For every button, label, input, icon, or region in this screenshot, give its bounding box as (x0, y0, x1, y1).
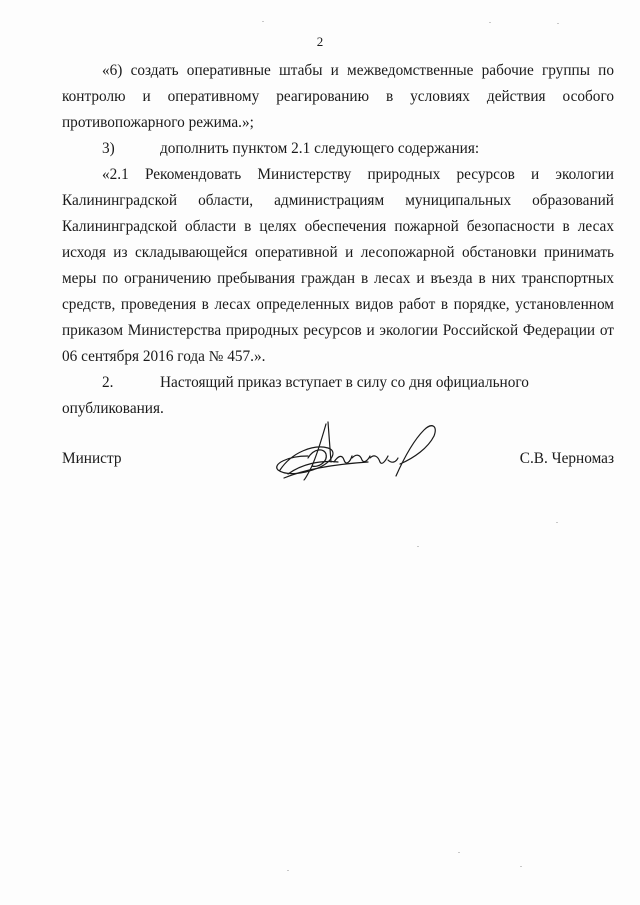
list-item (62, 136, 614, 162)
position-title: Министр (62, 450, 122, 467)
scan-speck (458, 852, 460, 853)
page-number: 2 (316, 34, 324, 49)
list-item-number: 2. (102, 374, 114, 391)
paragraph-line: контролю и оперативному реагированию в условиях действия особого (62, 88, 614, 105)
paragraph-line: 06 сентября 2016 года № 457.». (62, 348, 266, 365)
paragraph-line: приказом Министерства природных ресурсов и экологии Российской Федерации от (62, 322, 614, 339)
list-item-text: дополнить пунктом 2.1 следующего содержания: (160, 140, 480, 157)
paragraph-line: Калининградской области в целях обеспечения пожарной безопасности в лесах (62, 218, 614, 235)
paragraph-line: исходя из складывающейся оперативной и лесопожарной обстановки принимать (62, 244, 614, 261)
paragraph-line: «6) создать оперативные штабы и межведомственные рабочие группы по (102, 62, 614, 79)
paragraph-line: Калининградской области, администрациям муниципальных образований (62, 192, 614, 209)
scan-speck (489, 22, 491, 23)
paragraph-line: «2.1 Рекомендовать Министерству природных ресурсов и экологии (102, 166, 614, 183)
document-body (62, 58, 614, 417)
paragraph-line: противопожарного режима.»; (62, 114, 254, 131)
scan-speck (556, 522, 558, 523)
scan-speck (287, 870, 289, 871)
paragraph-line: меры по ограничению пребывания граждан в лесах и въезда в них транспортных (62, 270, 614, 287)
scan-speck (417, 546, 419, 547)
paragraph-line: средств, проведения в лесах определенных видов работ в порядке, установленном (62, 296, 614, 313)
scan-speck (262, 21, 264, 22)
signer-name: С.В. Черномаз (519, 450, 614, 467)
scan-speck (557, 23, 559, 24)
list-item (62, 370, 614, 417)
handwritten-signature (268, 418, 448, 488)
scan-speck (520, 866, 522, 867)
list-item-number: 3) (102, 140, 115, 157)
list-item-text: Настоящий приказ вступает в силу со дня официального опубликования. (62, 374, 529, 417)
